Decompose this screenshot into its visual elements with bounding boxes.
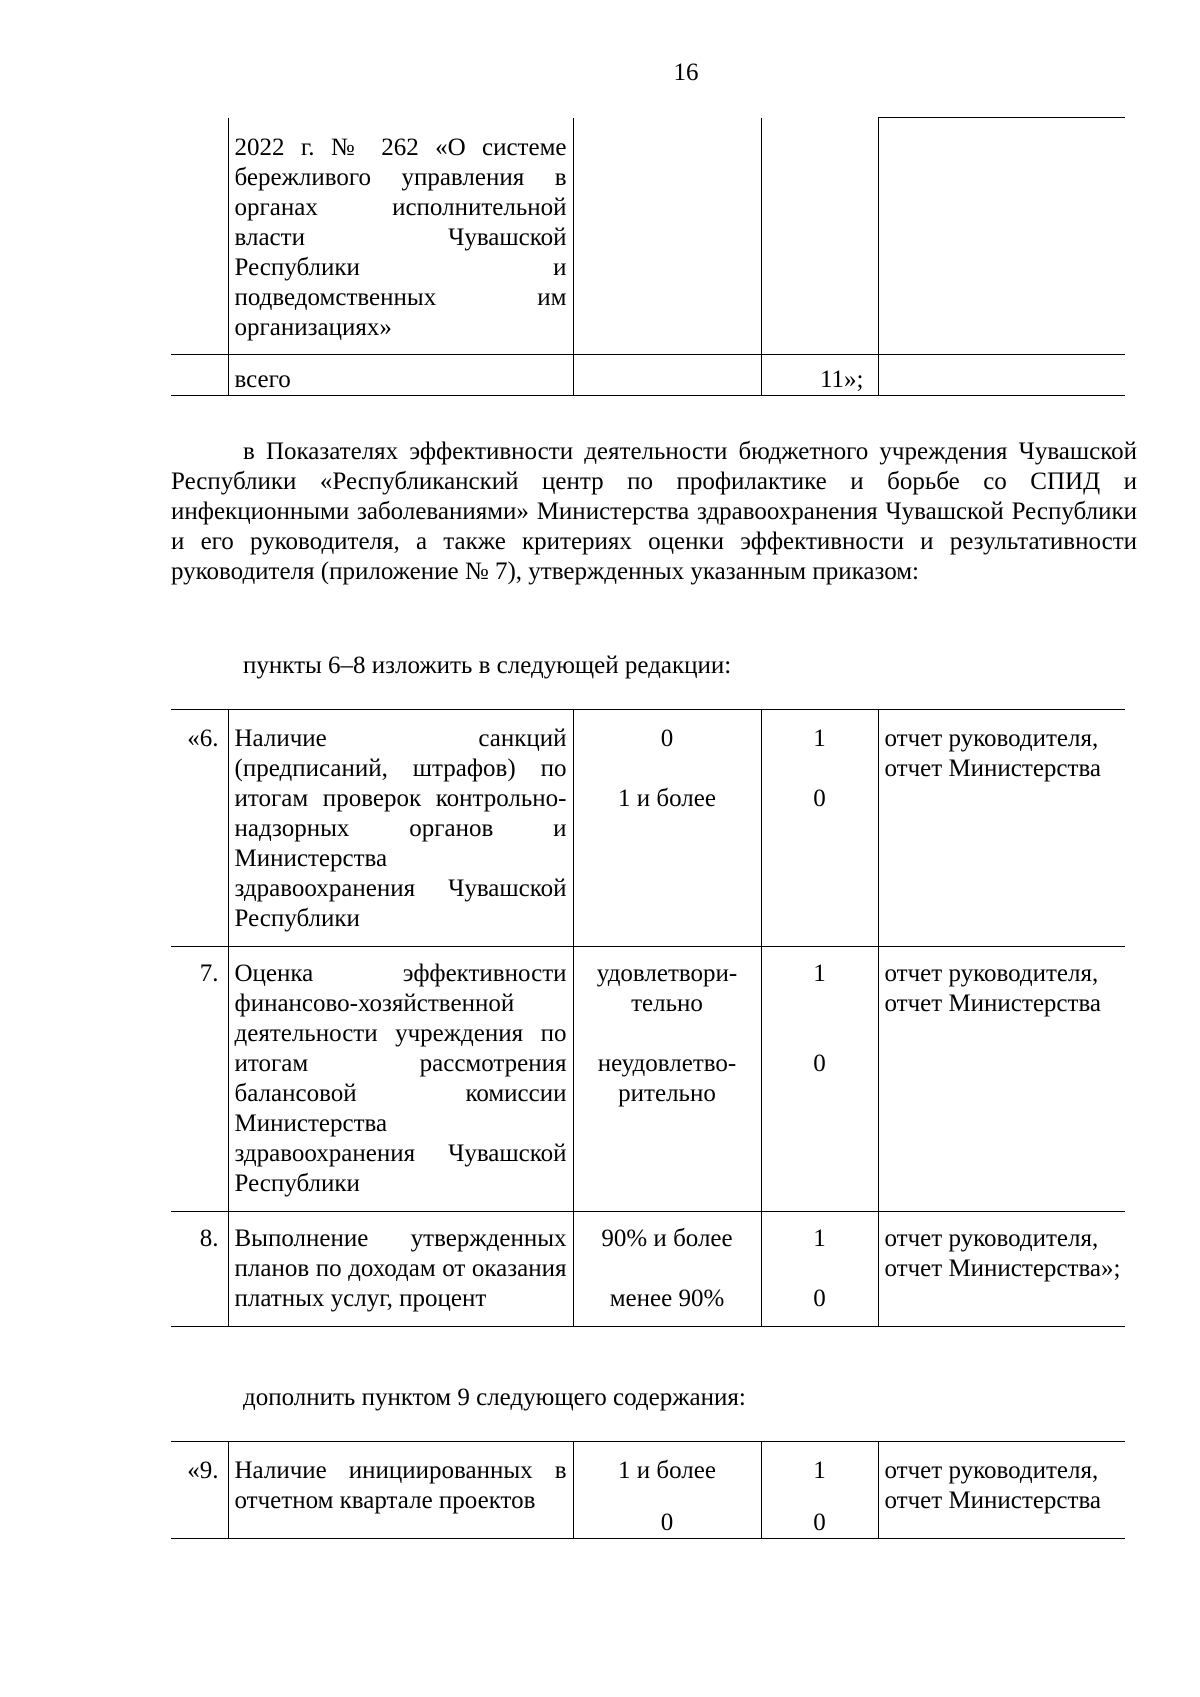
points-option: 1 <box>813 1457 826 1484</box>
row-number: 8. <box>171 1212 228 1327</box>
indicator-name: Наличие инициированных в отчетном квартале проектов <box>228 1442 573 1539</box>
indicator-source: отчет руководителя, отчет Министерства»; <box>878 1212 1125 1327</box>
indicator-points <box>761 947 878 1212</box>
table-row <box>171 710 1125 947</box>
new-indicator-table <box>171 1441 1125 1539</box>
indicator-values <box>573 947 761 1212</box>
table-row <box>171 1442 1125 1539</box>
row-number <box>171 119 228 355</box>
body-paragraph: в Показателях эффективности деятельности бюджетного учреждения Чувашской Республики «Республиканский центр по профилактике и борьбе со СПИД и инфекционными заболеваниями» Министерства здравоохранения Чувашской Республики и его руководителя, а также критериях оценки эффективности и результативности руководителя (приложение № 7), утвержденных указанным приказом: <box>171 438 1137 585</box>
indicator-values <box>573 710 761 947</box>
value-option: удовлетвори-тельно <box>596 960 738 1017</box>
indicator-points <box>761 119 878 355</box>
total-value <box>573 354 761 395</box>
indicator-name: Выполнение утвержденных планов по доходам от оказания платных услуг, процент <box>228 1212 573 1327</box>
amendment-intro: дополнить пунктом 9 следующего содержания: <box>243 1384 746 1411</box>
points-option: 0 <box>813 1050 826 1077</box>
indicator-value <box>573 119 761 355</box>
value-option: 0 <box>660 725 674 752</box>
value-option: 1 и более <box>618 785 716 812</box>
indicators-table <box>171 709 1125 1327</box>
page-number: 16 <box>673 59 699 86</box>
indicator-values <box>573 1442 761 1539</box>
total-source <box>878 354 1125 395</box>
value-option: неудовлетво-рительно <box>597 1050 737 1107</box>
indicator-source: отчет руководителя, отчет Министерства <box>878 710 1125 947</box>
indicator-values <box>573 1212 761 1327</box>
total-points: 11»; <box>761 354 878 395</box>
indicator-source: отчет руководителя, отчет Министерства <box>878 1442 1125 1539</box>
indicator-points <box>761 710 878 947</box>
indicator-points <box>761 1212 878 1327</box>
value-option: менее 90% <box>609 1285 725 1312</box>
total-label: всего <box>228 354 573 395</box>
points-option: 1 <box>813 1225 826 1252</box>
amendment-intro: пункты 6–8 изложить в следующей редакции: <box>243 652 732 679</box>
indicator-source: отчет руководителя, отчет Министерства <box>878 947 1125 1212</box>
value-option: 0 <box>660 1509 674 1536</box>
row-number: «9. <box>171 1442 228 1539</box>
indicator-name: Оценка эффективности финансово-хозяйственной деятельности учреждения по итогам рассмотрения балансовой комиссии Министерства здравоохранения Чувашской Республики <box>228 947 573 1212</box>
row-number: 7. <box>171 947 228 1212</box>
points-option: 0 <box>813 785 826 812</box>
points-option: 0 <box>813 1509 826 1536</box>
table-row <box>171 1212 1125 1327</box>
indicator-name: Наличие санкций (предписаний, штрафов) по итогам проверок контрольно-надзорных органов и Министерства здравоохранения Чувашской Республики <box>228 710 573 947</box>
table-row <box>171 119 1125 355</box>
table-row <box>171 947 1125 1212</box>
value-option: 90% и более <box>601 1225 733 1252</box>
value-option: 1 и более <box>618 1457 716 1484</box>
table-continuation <box>171 117 1125 396</box>
points-option: 1 <box>813 725 826 752</box>
indicator-points <box>761 1442 878 1539</box>
indicator-name: 2022 г. № 262 «О системе бережливого управления в органах исполнительной власти Чувашской Республики и подведомственных им организациях» <box>228 119 573 355</box>
row-number <box>171 354 228 395</box>
points-option: 1 <box>813 960 826 987</box>
table-row-total <box>171 354 1125 395</box>
points-option: 0 <box>813 1285 826 1312</box>
row-number: «6. <box>171 710 228 947</box>
indicator-source <box>878 119 1125 355</box>
